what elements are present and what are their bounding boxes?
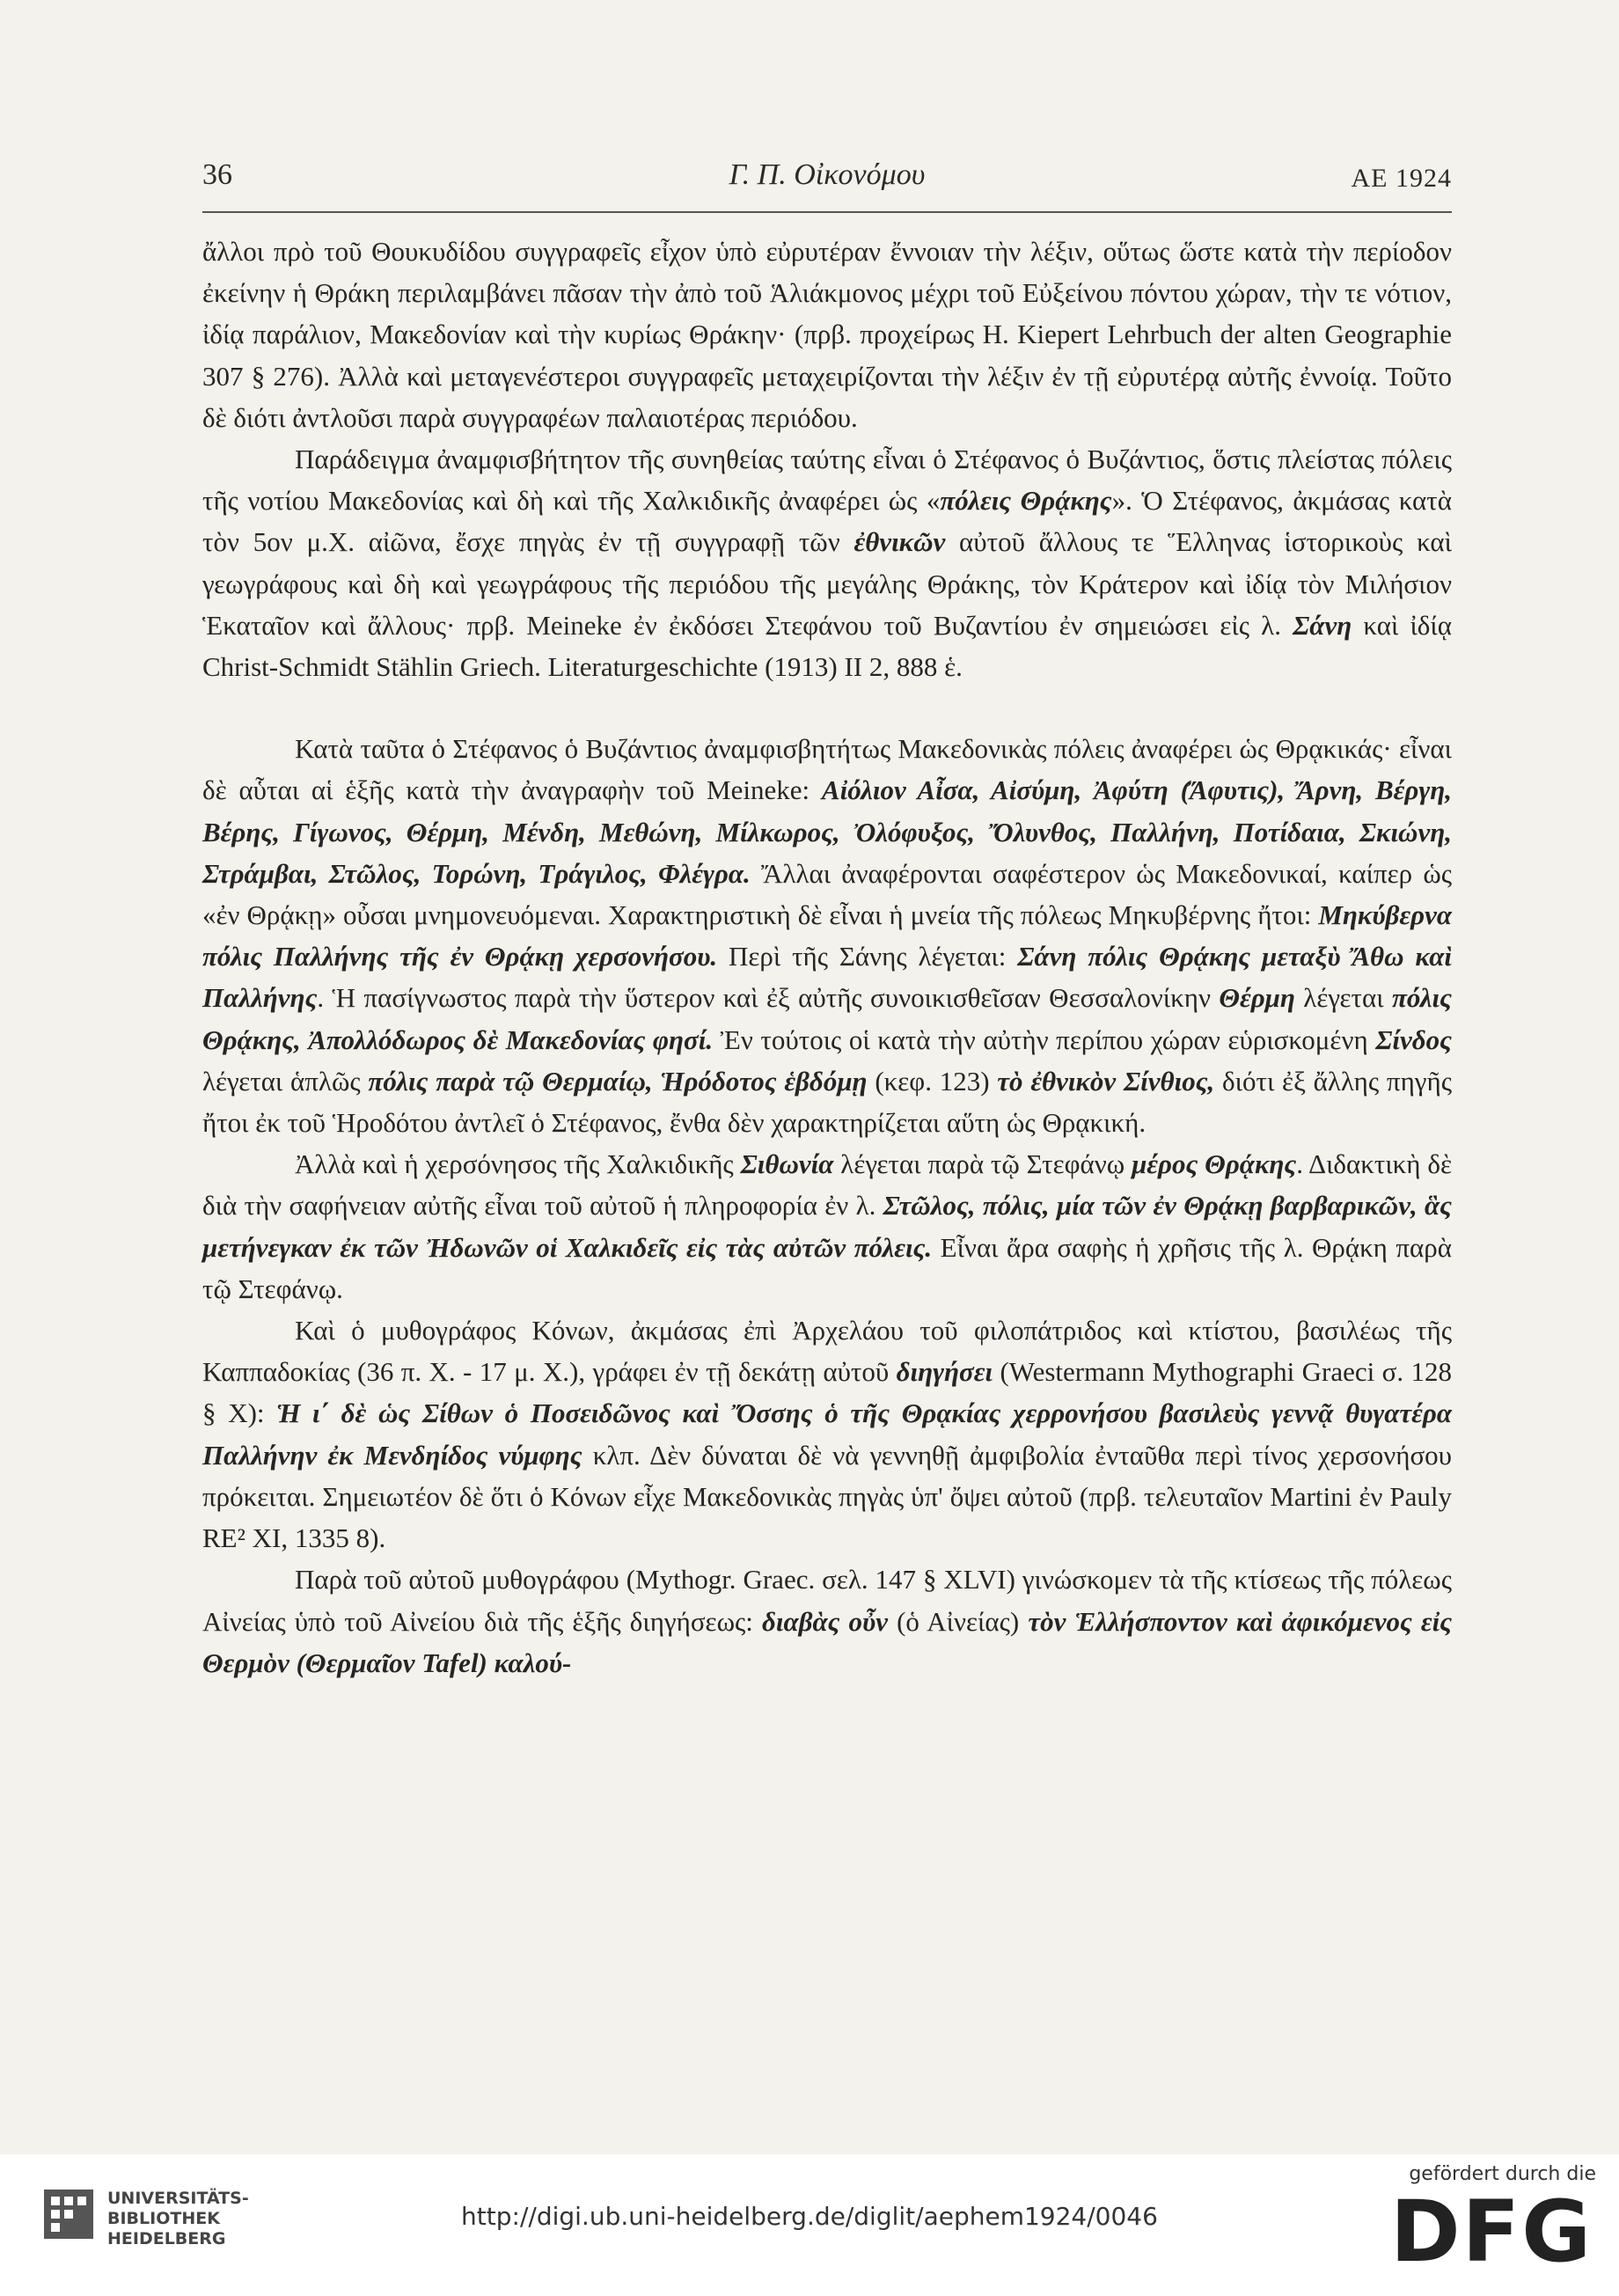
emphasized-text: πόλεις Θρᾴκης: [940, 485, 1112, 517]
emphasized-text: Σάνη πόλις Θρᾴκης μεταξὺ Ἄθω καὶ Παλλήνης: [202, 941, 1452, 1014]
emphasized-text: πόλις παρὰ τῷ Θερμαίῳ, Ἡρόδοτος ἑβδόμῃ: [368, 1065, 868, 1097]
text-run: Περὶ τῆς Σάνης λέγεται:: [717, 941, 1018, 972]
text-run: (ὁ Αἰνείας): [888, 1605, 1029, 1637]
running-head-journal: ΑΕ 1924: [1351, 164, 1452, 193]
emphasized-text: Αἰόλιον Αἶσα, Αἰσύμη, Ἀφύτη (Ἄφυτις), Ἄρνη, Βέργη, Βέρης, Γίγωνος, Θέρμη, Μένδη, Μεθώνη, Μίλκωρος, Ὀλόφυξος, Ὄλυνθος, Παλλήνη, Ποτίδαια, Σκιώνη, Στράμβαι, Στῶλος, Τορώνη, Τράγιλος, Φλέγρα.: [202, 774, 1452, 889]
paragraph: [202, 1143, 1452, 1309]
emphasized-text: Σίνδος: [1375, 1023, 1452, 1055]
emphasized-text: διαβὰς οὖν: [761, 1605, 888, 1637]
text-run: λέγεται παρὰ τῷ Στεφάνῳ: [833, 1148, 1132, 1180]
funded-by-label: gefördert durch die: [1409, 2163, 1596, 2185]
text-run: Ἄλλαι ἀναφέρονται σαφέστερον ὡς Μακεδονικαί, καίπερ ὡς «ἐν Θρᾴκῃ» οὖσαι μνημονευόμεναι. Χαρακτηριστικὴ δὲ εἶναι ἡ μνεία τῆς πόλεως Μηκυβέρνης ἤτοι:: [202, 857, 1452, 931]
text-run: ». Ὁ Στέφανος, ἀκμάσας κατὰ τὸν 5ον μ.Χ. αἰῶνα, ἔσχε πηγὰς ἐν τῇ συγγραφῇ τῶν: [202, 485, 1453, 558]
paragraph: [202, 438, 1452, 687]
text-run: λέγεται ἁπλῶς: [202, 1065, 369, 1097]
text-run: Παρὰ τοῦ αὐτοῦ μυθογράφου (Mythogr. Graec. σελ. 147 § XLVI) γινώσκομεν τὰ τῆς κτίσεως τῆς πόλεως Αἰνείας ὑπὸ τοῦ Αἰνείου διὰ τῆς ἑξῆς διηγήσεως:: [202, 1564, 1452, 1637]
paragraph: [202, 231, 1452, 438]
article-body: [202, 231, 1452, 1683]
emphasized-text: μέρος Θρᾴκης: [1132, 1148, 1297, 1180]
emphasized-text: Σάνη: [1293, 609, 1352, 641]
emphasized-text: τὸ ἐθνικὸν Σίνθιος,: [997, 1065, 1215, 1097]
library-name: UNIVERSITÄTS- BIBLIOTHEK HEIDELBERG: [107, 2189, 249, 2248]
paragraph: [202, 1559, 1452, 1683]
text-run: αὐτοῦ ἄλλους τε Ἕλληνας ἱστορικοὺς καὶ γεωγράφους καὶ δὴ καὶ γεωγράφους τῆς περιόδου τῆς μεγάλης Θράκης, τὸν Κράτερον καὶ ἰδίᾳ τὸν Μιλήσιον Ἑκαταῖον καὶ ἄλλους· πρβ. Meineke ἐν ἐκδόσει Στεφάνου τοῦ Βυζαντίου ἐν σημειώσει εἰς λ.: [202, 526, 1452, 641]
text-run: Ἐν τούτοις οἱ κατὰ τὴν αὐτὴν περίπου χώραν εὑρισκομένη: [713, 1023, 1376, 1055]
emphasized-text: Μηκύβερνα πόλις Παλλήνης τῆς ἐν Θρᾴκῃ χερσονήσου.: [202, 899, 1452, 972]
text-run: Καὶ ὁ μυθογράφος Κόνων, ἀκμάσας ἐπὶ Ἀρχελάου τοῦ φιλοπάτριδος καὶ κτίστου, βασιλέως τῆς Καππαδοκίας (36 π. Χ. - 17 μ. Χ.), γράφει ἐν τῇ δεκάτῃ αὐτοῦ: [202, 1315, 1452, 1388]
text-run: Ἀλλὰ καὶ ἡ χερσόνησος τῆς Χαλκιδικῆς: [295, 1148, 741, 1180]
running-head-author: Γ. Π. Οἰκονόμου: [729, 158, 926, 191]
emphasized-text: ἐθνικῶν: [853, 526, 946, 558]
dfg-logo: DFG: [1389, 2182, 1593, 2281]
text-run: . Διδακτικὴ δὲ διὰ τὴν σαφήνειαν αὐτῆς εἶναι τοῦ αὐτοῦ ἡ πληροφορία ἐν λ.: [202, 1148, 1453, 1221]
text-run: . Ἡ πασίγνωστος παρὰ τὴν ὕστερον καὶ ἐξ αὐτῆς συνοικισθεῖσαν Θεσσαλονίκην: [317, 982, 1220, 1014]
header-rule: [202, 211, 1452, 213]
paragraph: [202, 728, 1452, 1143]
paragraph: [202, 1309, 1452, 1559]
emphasized-text: πόλις Θρᾴκης, Ἀπολλόδωρος δὲ Μακεδονίας φησί.: [202, 982, 1452, 1055]
text-run: Κατὰ ταῦτα ὁ Στέφανος ὁ Βυζάντιος ἀναμφισβητήτως Μακεδονικὰς πόλεις ἀναφέρει ὡς Θρᾳκικάς· εἶναι δὲ αὗται αἱ ἑξῆς κατὰ τὴν ἀναγραφὴν τοῦ Meineke:: [202, 733, 1452, 806]
emphasized-text: Ἡ ι΄ δὲ ὡς Σίθων ὁ Ποσειδῶνος καὶ Ὄσσης ὁ τῆς Θρᾳκίας χερρονήσου βασιλεὺς γεννᾷ θυγατέρα Παλλήνην ἐκ Μενδηίδος νύμφης: [202, 1397, 1452, 1471]
text-run: διότι ἐξ ἄλλης πηγῆς ἤτοι ἐκ τοῦ Ἡροδότου ἀντλεῖ ὁ Στέφανος, ἔνθα δὲν χαρακτηρίζεται αὕτη ὡς Θρᾳκική.: [202, 1065, 1452, 1139]
text-run: καὶ ἰδίᾳ Christ-Schmidt Stählin Griech. Literaturgeschichte (1913) II 2, 888 ἑ.: [202, 609, 1452, 683]
text-run: (Westermann Mythographi Graeci σ. 128 § X):: [202, 1356, 1452, 1429]
text-run: λέγεται: [1294, 982, 1392, 1014]
text-run: Παράδειγμα ἀναμφισβήτητον τῆς συνηθείας ταύτης εἶναι ὁ Στέφανος ὁ Βυζάντιος, ὅστις πλείστας πόλεις τῆς νοτίου Μακεδονίας καὶ δὴ καὶ τῆς Χαλκιδικῆς ἀναφέρει ὡς «: [202, 444, 1452, 517]
emphasized-text: Σιθωνία: [740, 1148, 834, 1180]
emphasized-text: Στῶλος, πόλις, μία τῶν ἐν Θρᾴκῃ βαρβαρικῶν, ἃς μετήνεγκαν ἐκ τῶν Ἠδωνῶν οἱ Χαλκιδεῖς εἰς τὰς αὐτῶν πόλεις.: [202, 1190, 1452, 1263]
emphasized-text: Θέρμη: [1219, 982, 1295, 1014]
text-run: κλπ. Δὲν δύναται δὲ νὰ γεννηθῇ ἀμφιβολία ἐνταῦθα περὶ τίνος χερσονήσου πρόκειται. Σημειωτέον δὲ ὅτι ὁ Κόνων εἶχε Μακεδονικὰς πηγὰς ὑπ' ὄψει αὐτοῦ (πρβ. τελευταῖον Martini ἐν Pauly RE² XI, 1335 8).: [202, 1439, 1453, 1554]
running-header: [202, 151, 1452, 204]
emphasized-text: τὸν Ἑλλήσποντον καὶ ἀφικόμενος εἰς Θερμὸν (Θερμαῖον Tafel) καλού-: [202, 1605, 1453, 1678]
source-url[interactable]: http://digi.ub.uni-heidelberg.de/diglit/aephem1924/0046: [461, 2202, 1158, 2231]
text-run: Εἶναι ἄρα σαφὴς ἡ χρῆσις τῆς λ. Θρᾴκη παρὰ τῷ Στεφάνῳ.: [202, 1231, 1452, 1304]
page-number: 36: [202, 158, 232, 191]
text-run: ἄλλοι πρὸ τοῦ Θουκυδίδου συγγραφεῖς εἶχον ὑπὸ εὐρυτέραν ἔννοιαν τὴν λέξιν, οὕτως ὥστε κατὰ τὴν περίοδον ἐκείνην ἡ Θράκη περιλαμβάνει πᾶσαν τὴν ἀπὸ τοῦ Ἁλιάκμονος μέχρι τοῦ Εὐξείνου πόντου χώραν, τὴν τε νότιον, ἰδίᾳ παράλιον, Μακεδονίαν καὶ τὴν κυρίως Θράκην· (πρβ. προχείρως H. Kiepert Lehrbuch der alten Geographie 307 § 276). Ἀλλὰ καὶ μεταγενέστεροι συγγραφεῖς μεταχειρίζονται τὴν λέξιν ἐν τῇ εὐρυτέρᾳ αὐτῆς ἐννοίᾳ. Τοῦτο δὲ διότι ἀντλοῦσι παρὰ συγγραφέων παλαιοτέρας περιόδου.: [202, 236, 1452, 433]
emphasized-text: διηγήσει: [896, 1356, 993, 1388]
text-run: (κεφ. 123): [867, 1065, 998, 1097]
